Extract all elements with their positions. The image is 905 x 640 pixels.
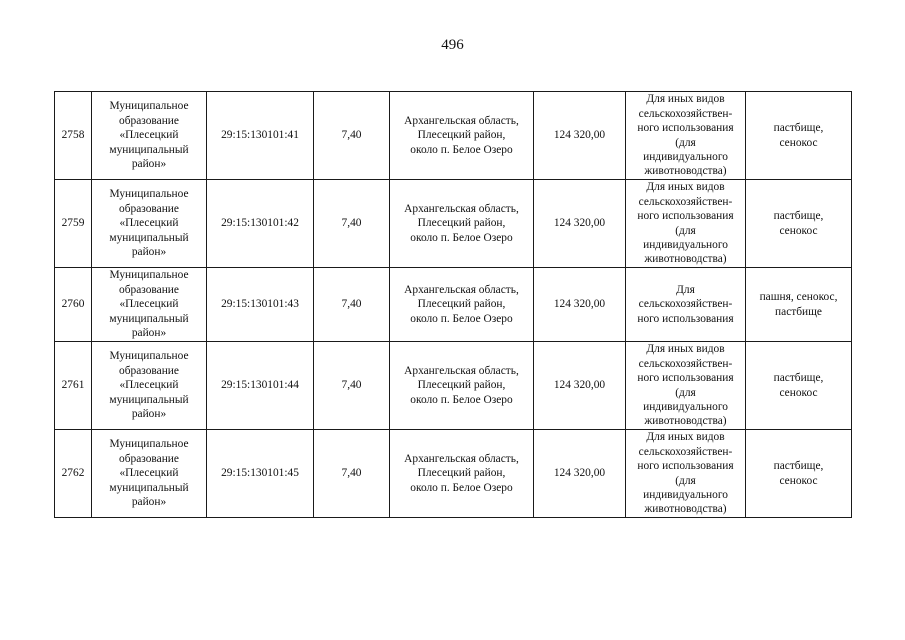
address-cell: Архангельская область, Плесецкий район, около п. Белое Озеро (390, 268, 534, 342)
cadastral-number-cell: 29:15:130101:43 (207, 268, 314, 342)
table-row (55, 268, 852, 342)
page-number: 496 (441, 37, 464, 53)
price-cell: 124 320,00 (534, 430, 626, 518)
price-cell: 124 320,00 (534, 268, 626, 342)
row-number-cell: 2759 (55, 180, 92, 268)
area-cell: 7,40 (314, 268, 390, 342)
area-cell: 7,40 (314, 92, 390, 180)
address-cell: Архангельская область, Плесецкий район, около п. Белое Озеро (390, 430, 534, 518)
land-kind-cell: пастбище, сенокос (746, 180, 852, 268)
price-cell: 124 320,00 (534, 342, 626, 430)
cadastral-number-cell: 29:15:130101:41 (207, 92, 314, 180)
address-cell: Архангельская область, Плесецкий район, около п. Белое Озеро (390, 180, 534, 268)
row-number-cell: 2762 (55, 430, 92, 518)
area-cell: 7,40 (314, 342, 390, 430)
area-cell: 7,40 (314, 180, 390, 268)
area-cell: 7,40 (314, 430, 390, 518)
owner-cell: Муниципальное образование «Плесецкий муниципальный район» (92, 180, 207, 268)
land-kind-cell: пастбище, сенокос (746, 430, 852, 518)
price-cell: 124 320,00 (534, 180, 626, 268)
cadastral-number-cell: 29:15:130101:42 (207, 180, 314, 268)
land-kind-cell: пашня, сенокос, пастбище (746, 268, 852, 342)
address-cell: Архангельская область, Плесецкий район, около п. Белое Озеро (390, 342, 534, 430)
row-number-cell: 2760 (55, 268, 92, 342)
owner-cell: Муниципальное образование «Плесецкий муниципальный район» (92, 430, 207, 518)
land-plots-table (54, 91, 852, 518)
table-row (55, 92, 852, 180)
permitted-use-cell: Для иных видов сельскохозяйствен- ного использования (для индивидуального животноводства) (626, 92, 746, 180)
owner-cell: Муниципальное образование «Плесецкий муниципальный район» (92, 342, 207, 430)
owner-cell: Муниципальное образование «Плесецкий муниципальный район» (92, 268, 207, 342)
owner-cell: Муниципальное образование «Плесецкий муниципальный район» (92, 92, 207, 180)
permitted-use-cell: Для иных видов сельскохозяйствен- ного использования (для индивидуального животноводства) (626, 430, 746, 518)
table-row (55, 180, 852, 268)
cadastral-number-cell: 29:15:130101:45 (207, 430, 314, 518)
permitted-use-cell: Для иных видов сельскохозяйствен- ного использования (для индивидуального животноводства) (626, 180, 746, 268)
table-row (55, 342, 852, 430)
permitted-use-cell: Для сельскохозяйствен- ного использования (626, 268, 746, 342)
price-cell: 124 320,00 (534, 92, 626, 180)
table-row (55, 430, 852, 518)
land-kind-cell: пастбище, сенокос (746, 342, 852, 430)
address-cell: Архангельская область, Плесецкий район, около п. Белое Озеро (390, 92, 534, 180)
cadastral-number-cell: 29:15:130101:44 (207, 342, 314, 430)
permitted-use-cell: Для иных видов сельскохозяйствен- ного использования (для индивидуального животноводства) (626, 342, 746, 430)
land-kind-cell: пастбище, сенокос (746, 92, 852, 180)
row-number-cell: 2758 (55, 92, 92, 180)
row-number-cell: 2761 (55, 342, 92, 430)
